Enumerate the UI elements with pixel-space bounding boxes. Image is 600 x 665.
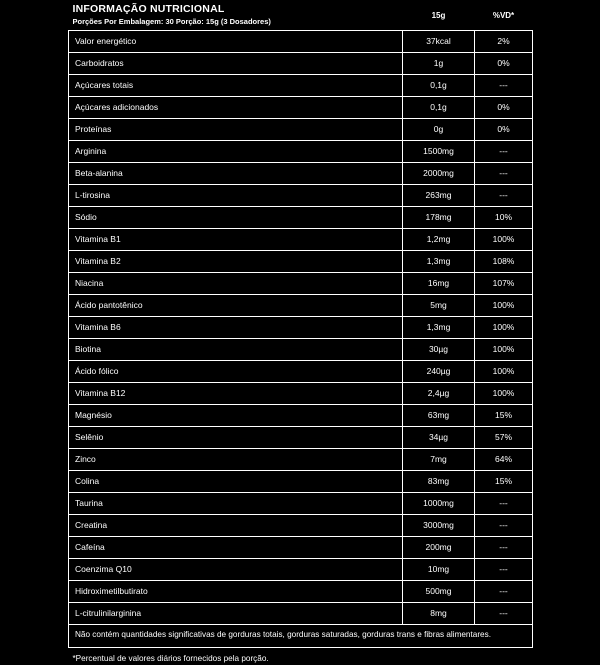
table-row bbox=[69, 141, 533, 163]
table-row bbox=[69, 273, 533, 295]
nutrient-amount: 0,1g bbox=[403, 75, 475, 97]
nutrient-amount: 2000mg bbox=[403, 163, 475, 185]
nutrient-amount: 63mg bbox=[403, 405, 475, 427]
nutrient-name: Cafeína bbox=[69, 537, 403, 559]
nutrient-name: Niacina bbox=[69, 273, 403, 295]
table-row bbox=[69, 185, 533, 207]
footer-note-row bbox=[69, 647, 533, 665]
nutrient-name: Vitamina B6 bbox=[69, 317, 403, 339]
nutrient-name: Hidroximetilbutirato bbox=[69, 581, 403, 603]
nutrient-dv: --- bbox=[475, 559, 533, 581]
nutrient-name: Ácido fólico bbox=[69, 361, 403, 383]
nutrient-dv: 0% bbox=[475, 97, 533, 119]
nutrition-table bbox=[68, 3, 533, 665]
nutrient-dv: 100% bbox=[475, 229, 533, 251]
table-row bbox=[69, 449, 533, 471]
nutrient-amount: 500mg bbox=[403, 581, 475, 603]
nutrient-amount: 8mg bbox=[403, 603, 475, 625]
nutrient-name: Valor energético bbox=[69, 31, 403, 53]
nutrient-amount: 1g bbox=[403, 53, 475, 75]
nutrient-dv: --- bbox=[475, 581, 533, 603]
nutrient-name: Proteínas bbox=[69, 119, 403, 141]
nutrient-amount: 16mg bbox=[403, 273, 475, 295]
nutrient-amount: 10mg bbox=[403, 559, 475, 581]
nutrient-dv: 10% bbox=[475, 207, 533, 229]
nutrient-name: Açúcares adicionados bbox=[69, 97, 403, 119]
nutrient-dv: --- bbox=[475, 537, 533, 559]
nutrient-amount: 0g bbox=[403, 119, 475, 141]
nutrient-amount: 2,4µg bbox=[403, 383, 475, 405]
table-row bbox=[69, 537, 533, 559]
nutrient-dv: --- bbox=[475, 493, 533, 515]
nutrient-name: Arginina bbox=[69, 141, 403, 163]
disclaimer-text: Não contém quantidades significativas de gorduras totais, gorduras saturadas, gorduras trans e fibras alimentares. bbox=[69, 625, 533, 648]
nutrient-dv: --- bbox=[475, 75, 533, 97]
table-row bbox=[69, 317, 533, 339]
nutrient-name: Colina bbox=[69, 471, 403, 493]
table-row bbox=[69, 207, 533, 229]
nutrient-name: L-citrulinilarginina bbox=[69, 603, 403, 625]
nutrient-name: Vitamina B12 bbox=[69, 383, 403, 405]
nutrient-amount: 30µg bbox=[403, 339, 475, 361]
nutrient-amount: 1,2mg bbox=[403, 229, 475, 251]
page-title: INFORMAÇÃO NUTRICIONAL bbox=[72, 3, 225, 15]
table-row bbox=[69, 251, 533, 273]
nutrient-dv: 100% bbox=[475, 317, 533, 339]
nutrient-dv: --- bbox=[475, 515, 533, 537]
table-row bbox=[69, 559, 533, 581]
nutrient-name: Vitamina B1 bbox=[69, 229, 403, 251]
dv-note-text: *Percentual de valores diários fornecidos pela porção. bbox=[72, 653, 269, 663]
nutrient-dv: --- bbox=[475, 603, 533, 625]
nutrient-amount: 240µg bbox=[403, 361, 475, 383]
nutrient-dv: --- bbox=[475, 141, 533, 163]
nutrient-amount: 1500mg bbox=[403, 141, 475, 163]
nutrient-dv: 2% bbox=[475, 31, 533, 53]
servings-subtitle: Porções Por Embalagem: 30 Porção: 15g (3 Dosadores) bbox=[72, 17, 271, 26]
nutrient-name: Zinco bbox=[69, 449, 403, 471]
table-row bbox=[69, 31, 533, 53]
table-row bbox=[69, 339, 533, 361]
table-row bbox=[69, 383, 533, 405]
nutrient-dv: 57% bbox=[475, 427, 533, 449]
nutrient-name: Vitamina B2 bbox=[69, 251, 403, 273]
table-row bbox=[69, 361, 533, 383]
nutrient-name: Taurina bbox=[69, 493, 403, 515]
nutrient-amount: 83mg bbox=[403, 471, 475, 493]
nutrient-dv: 108% bbox=[475, 251, 533, 273]
nutrient-dv: 64% bbox=[475, 449, 533, 471]
nutrient-name: L-tirosina bbox=[69, 185, 403, 207]
table-row bbox=[69, 163, 533, 185]
nutrition-table-body bbox=[69, 3, 533, 665]
nutrient-amount: 1000mg bbox=[403, 493, 475, 515]
nutrient-dv: 100% bbox=[475, 361, 533, 383]
nutrient-dv: 100% bbox=[475, 339, 533, 361]
nutrient-amount: 1,3mg bbox=[403, 317, 475, 339]
nutrient-amount: 5mg bbox=[403, 295, 475, 317]
table-row bbox=[69, 581, 533, 603]
table-row bbox=[69, 603, 533, 625]
nutrient-name: Açúcares totais bbox=[69, 75, 403, 97]
table-row bbox=[69, 493, 533, 515]
nutrient-name: Selênio bbox=[69, 427, 403, 449]
nutrient-dv: 107% bbox=[475, 273, 533, 295]
table-row bbox=[69, 97, 533, 119]
nutrient-amount: 1,3mg bbox=[403, 251, 475, 273]
nutrient-amount: 3000mg bbox=[403, 515, 475, 537]
nutrient-amount: 34µg bbox=[403, 427, 475, 449]
nutrient-name: Biotina bbox=[69, 339, 403, 361]
nutrient-amount: 7mg bbox=[403, 449, 475, 471]
nutrition-header-row bbox=[69, 3, 533, 31]
nutrient-amount: 0,1g bbox=[403, 97, 475, 119]
nutrition-facts-panel bbox=[68, 3, 532, 665]
header-amount-label: 15g bbox=[431, 10, 446, 20]
table-row bbox=[69, 515, 533, 537]
nutrient-name: Carboidratos bbox=[69, 53, 403, 75]
table-row bbox=[69, 405, 533, 427]
footer-disclaimer-row bbox=[69, 625, 533, 648]
nutrient-dv: 100% bbox=[475, 383, 533, 405]
nutrient-name: Beta-alanina bbox=[69, 163, 403, 185]
nutrient-dv: --- bbox=[475, 185, 533, 207]
nutrient-dv: 15% bbox=[475, 471, 533, 493]
nutrient-dv: 0% bbox=[475, 53, 533, 75]
table-row bbox=[69, 471, 533, 493]
table-row bbox=[69, 295, 533, 317]
nutrient-name: Ácido pantotênico bbox=[69, 295, 403, 317]
table-row bbox=[69, 229, 533, 251]
nutrient-name: Sódio bbox=[69, 207, 403, 229]
nutrient-amount: 200mg bbox=[403, 537, 475, 559]
table-row bbox=[69, 53, 533, 75]
nutrient-amount: 37kcal bbox=[403, 31, 475, 53]
nutrient-dv: 0% bbox=[475, 119, 533, 141]
nutrient-dv: 100% bbox=[475, 295, 533, 317]
table-row bbox=[69, 75, 533, 97]
nutrient-name: Magnésio bbox=[69, 405, 403, 427]
nutrient-name: Creatina bbox=[69, 515, 403, 537]
nutrient-amount: 178mg bbox=[403, 207, 475, 229]
header-dv-label: %VD* bbox=[492, 10, 515, 20]
nutrient-name: Coenzima Q10 bbox=[69, 559, 403, 581]
header-title-cell bbox=[69, 3, 403, 31]
nutrient-amount: 263mg bbox=[403, 185, 475, 207]
nutrient-dv: --- bbox=[475, 163, 533, 185]
nutrient-dv: 15% bbox=[475, 405, 533, 427]
table-row bbox=[69, 119, 533, 141]
table-row bbox=[69, 427, 533, 449]
